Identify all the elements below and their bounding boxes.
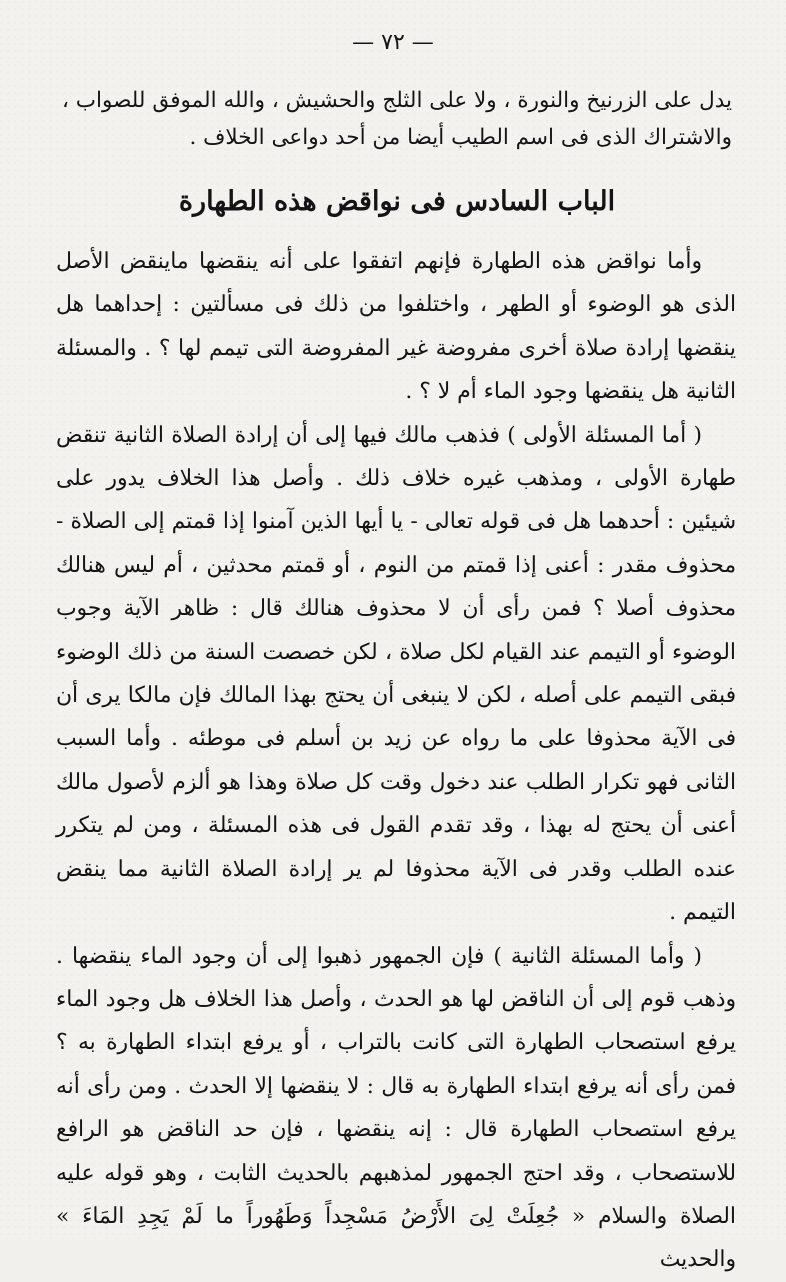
chapter-heading: الباب السادس فى نواقض هذه الطهارة	[178, 186, 616, 217]
page-number: — ٧٢ —	[352, 30, 434, 55]
paragraph-second-question: ( وأما المسئلة الثانية ) فإن الجمهور ذهبوا إلى أن وجود الماء ينقضها . وذهب قوم إلى أن الناقض لها هو الحدث ، وأصل هذا الخلاف هل وجود الماء يرفع استصحاب الطهارة التى كانت بالتراب ، أو يرفع ابتداء الطهارة به ؟ فمن رأى أنه يرفع ابتداء الطهارة به قال : لا ينقضها إلا الحدث . ومن رأى أنه يرفع استصحاب الطهارة قال : إنه ينقضها ، فإن حد الناقض هو الرافع للاستصحاب ، وقد احتج الجمهور لمذهبهم بالحديث الثابت ، وهو قوله عليه الصلاة والسلام « جُعِلَتْ لِىَ الأَرْضُ مَسْجِداً وَطَهُوراً ما لَمْ يَجِدِ المَاءَ » والحديث	[56, 943, 736, 1273]
paragraph-first-question: ( أما المسئلة الأولى ) فذهب مالك فيها إلى أن إرادة الصلاة الثانية تنقض طهارة الأولى ، ومذهب غيره خلاف ذلك . وأصل هذا الخلاف يدور على شيئين : أحدهما هل فى قوله تعالى - يا أيها الذين آمنوا إذا قمتم إلى الصلاة - محذوف مقدر : أعنى إذا قمتم من النوم ، أو قمتم محدثين ، أم ليس هنالك محذوف أصلا ؟ فمن رأى أن لا محذوف هنالك قال : ظاهر الآية وجوب الوضوء أو التيمم عند القيام لكل صلاة ، لكن خصصت السنة من ذلك الوضوء فبقى التيمم على أصله ، لكن لا ينبغى أن يحتج بهذا المالك فإن مالكا يرى أن فى الآية محذوفا على ما رواه عن زيد بن أسلم فى موطئه . وأما السبب الثانى فهو تكرار الطلب عند دخول وقت كل صلاة وهذا هو ألزم لأصول مالك أعنى أن يحتج له بهذا ، وقد تقدم القول فى هذه المسئلة ، ومن لم يتكرر عنده الطلب وقدر فى الآية محذوفا لم ير إرادة الصلاة الثانية مما ينقض التيمم .	[56, 422, 736, 926]
paragraph-nullifiers: وأما نواقض هذه الطهارة فإنهم اتفقوا على أنه ينقضها ماينقض الأصل الذى هو الوضوء أو الطهر ، واختلفوا من ذلك فى مسألتين : إحداهما هل ينقضها إرادة صلاة أخرى مفروضة غير المفروضة التى تيمم لها ؟ . والمسئلة الثانية هل ينقضها وجود الماء أم لا ؟ .	[56, 249, 736, 405]
intro-paragraph: يدل على الزرنيخ والنورة ، ولا على الثلج والحشيش ، والله الموفق للصواب ، والاشتراك الذى فى اسم الطيب أيضا من أحد دواعى الخلاف .	[62, 88, 732, 150]
chapter-body	[56, 240, 736, 1282]
